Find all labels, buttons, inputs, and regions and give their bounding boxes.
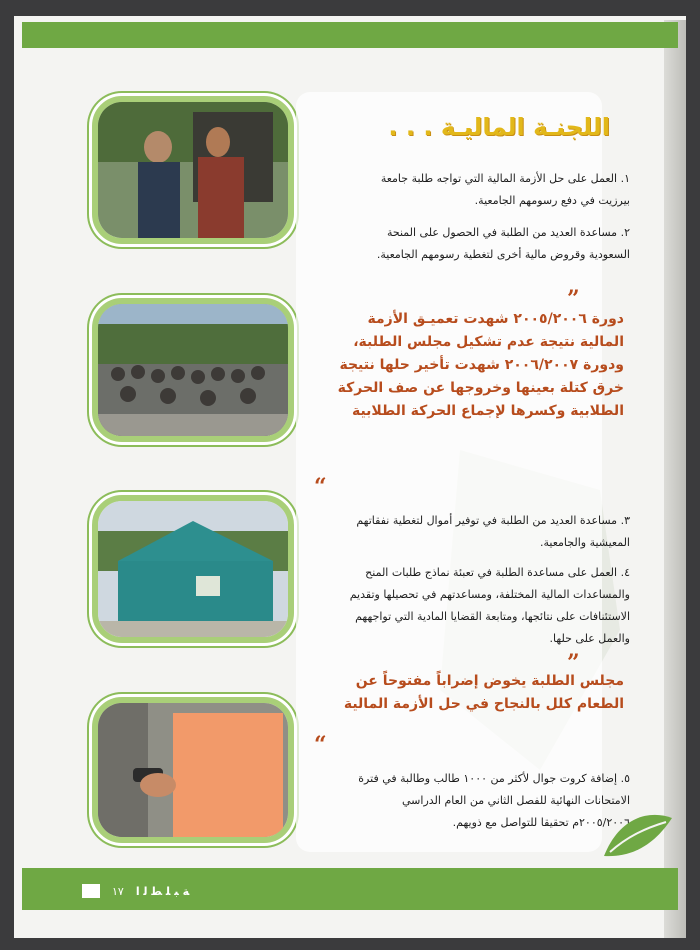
page-number: ١٧ — [112, 884, 124, 898]
students-talking-image — [98, 102, 288, 238]
phone-card-image — [98, 703, 288, 837]
leaf-ornament-icon — [600, 806, 676, 864]
book-spine — [664, 20, 686, 938]
page-title: اللجنـة الماليـة . . . — [388, 113, 610, 141]
footer-logo-text: ﺔ ﺒ ﻠ ﻄ ﻟ ﺍ — [135, 884, 190, 898]
list-item-3: ٣. مساعدة العديد من الطلبة في توفير أموال لتغطية نفقاتهم المعيشية والجامعية. — [356, 514, 630, 549]
sit-in-crowd-image — [98, 304, 288, 436]
close-quote-mark: “ — [314, 474, 327, 500]
photo-hunger-strike-tent — [92, 495, 294, 643]
tent-image — [98, 501, 288, 637]
pull-quote-2: مجلس الطلبة يخوض إضراباً مفتوحاً عن الطعام كلل بالنجاح في حل الأزمة المالية — [343, 673, 624, 712]
footer-square-icon — [82, 884, 100, 898]
list-item-4: ٤. العمل على مساعدة الطلبة في تعبئة نماذج طلبات المنح والمساعدات المالية المختلفة، ومساعدتهم في تحصيلها وتقديم الاستئنافات على نتائجها، ومتابعة القضايا المادية التي تواجههم والعمل على حلها. — [349, 566, 630, 645]
close-quote-mark-2: “ — [314, 732, 327, 758]
open-quote-mark: ” — [567, 286, 580, 312]
page-footer — [82, 884, 189, 898]
list-item-1: ١. العمل على حل الأزمة المالية التي تواجه طلبة جامعة بيرزيت في دفع رسومهم الجامعية. — [380, 172, 630, 207]
list-item-2: ٢. مساعدة العديد من الطلبة في الحصول على المنحة السعودية وقروض مالية أخرى لتغطية رسومهم الجامعية. — [376, 226, 630, 261]
photo-students-talking — [92, 96, 294, 244]
top-green-band — [22, 22, 678, 48]
list-item-5: ٥. إضافة كروت جوال لأكثر من ١٠٠٠ طالب وطالبة في فترة الامتحانات النهائية للفصل الثاني من العام الدراسي ٢٠٠٥/٢٠٠٦م تحقيقا للتواصل مع ذويهم. — [358, 772, 630, 829]
photo-student-phone — [92, 697, 294, 843]
photo-sit-in — [92, 298, 294, 442]
pull-quote-1: دورة ٢٠٠٥/٢٠٠٦ شهدت تعميـق الأزمة المالية نتيجة عدم تشكيل مجلس الطلبة، ودورة ٢٠٠٦/٢٠٠٧ شهدت تأخير حلها نتيجة خرق كتلة بعينها وخروجها عن صف الحركة الطلابية وكسرها لإجماع الحركة الطلابية — [337, 311, 624, 419]
open-quote-mark-2: ” — [567, 650, 580, 676]
